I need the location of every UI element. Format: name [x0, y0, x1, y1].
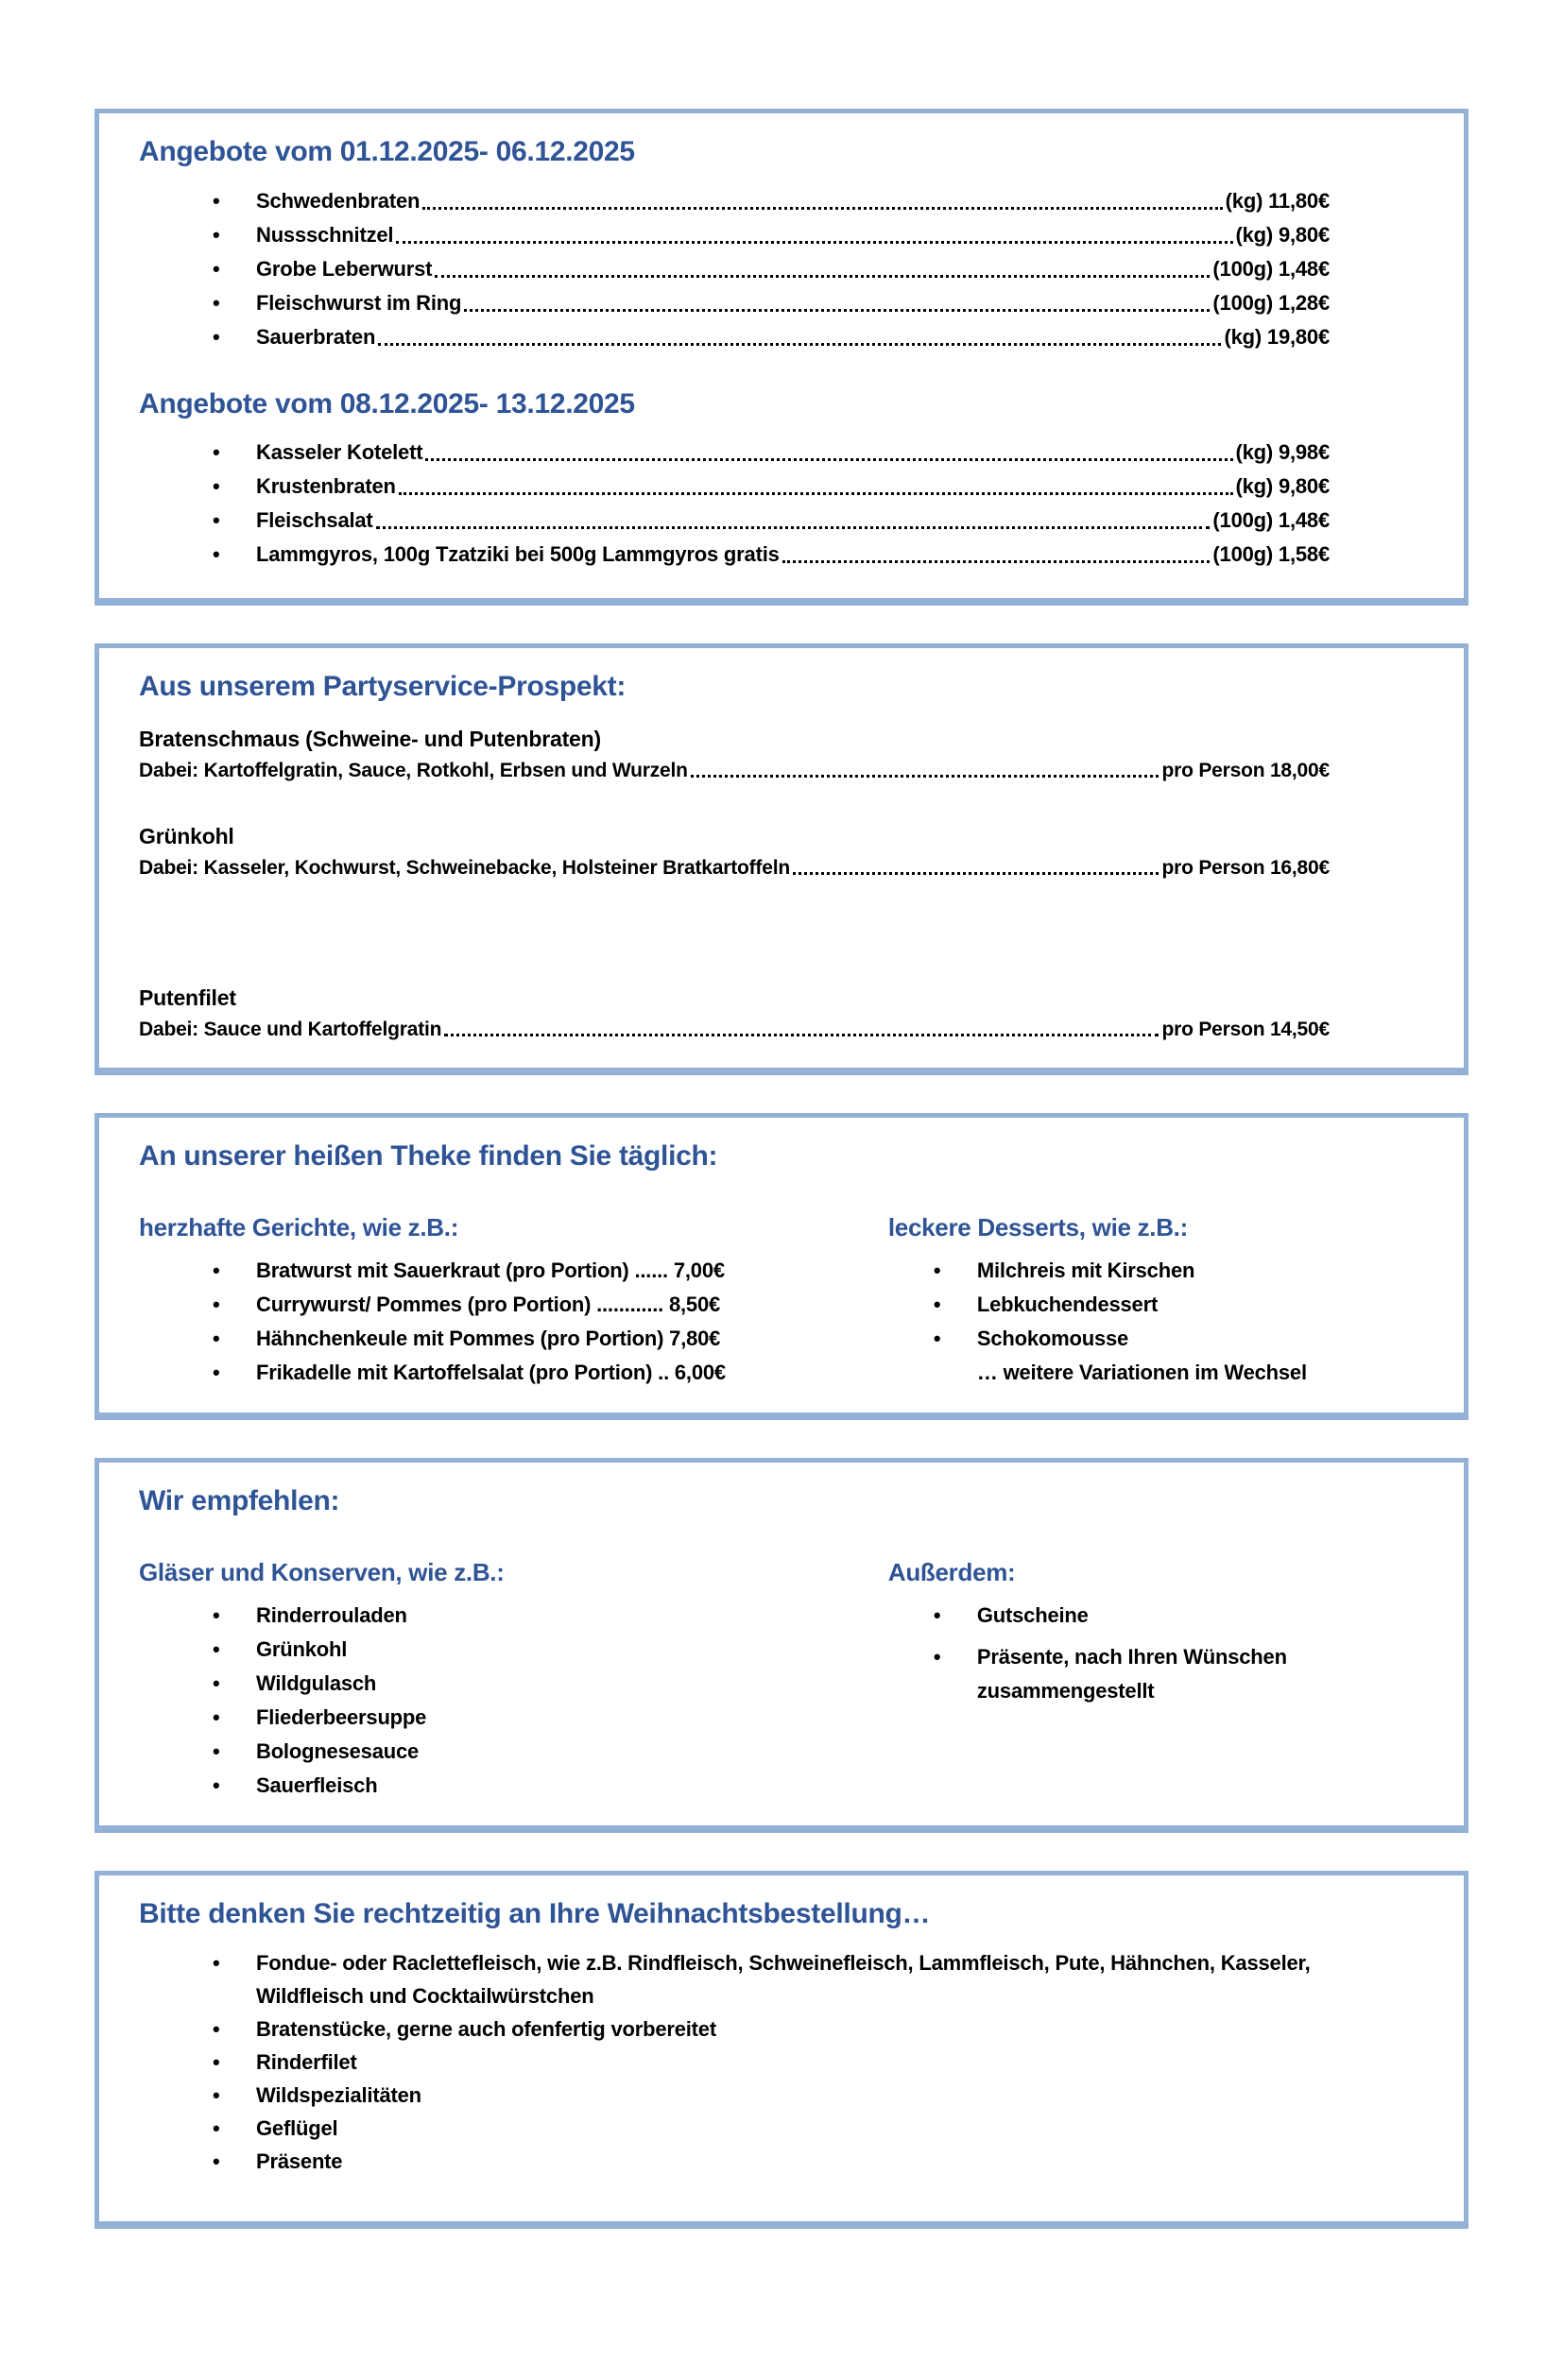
offer-item: [213, 320, 1330, 354]
menu-item: [213, 2145, 1415, 2178]
bullet-icon: •: [213, 2149, 220, 2173]
menu-item-label: Rinderfilet: [256, 2049, 357, 2074]
item-name: Fleischwurst im Ring: [256, 290, 462, 315]
bullet-icon: •: [933, 1258, 941, 1282]
menu-item-label: Fliederbeersuppe: [256, 1705, 427, 1730]
christmas-list: [139, 1946, 1424, 2199]
offer-item: [213, 252, 1330, 286]
menu-item-label: Milchreis mit Kirschen: [976, 1258, 1195, 1282]
offer-item: [213, 286, 1330, 320]
item-name: Nussschnitzel: [256, 222, 394, 247]
bullet-icon: •: [213, 222, 220, 247]
menu-item: [213, 1667, 888, 1701]
jars-subtitle: Gläser und Konserven, wie z.B.:: [139, 1558, 505, 1587]
item-price: (kg) 9,80€: [1235, 222, 1330, 247]
menu-item-label: Präsente, nach Ihren Wünschen zusammengestellt: [976, 1645, 1287, 1704]
menu-item: [213, 2112, 1415, 2145]
jars-column: [139, 1532, 888, 1803]
offers-week1-title: Angebote vom 01.12.2025- 06.12.2025: [139, 136, 635, 167]
party-entry-detail: Dabei: Sauce und Kartoffelgratin: [139, 1018, 442, 1040]
bullet-icon: •: [213, 1258, 220, 1282]
menu-item: [934, 1640, 1424, 1708]
menu-item-label: Geflügel: [256, 2115, 338, 2140]
item-price: (100g) 1,48€: [1212, 508, 1330, 532]
item-price: (100g) 1,48€: [1212, 256, 1330, 281]
menu-item-label: Grünkohl: [256, 1637, 348, 1662]
offers-week1-list: [139, 184, 1424, 354]
menu-item: [213, 1701, 888, 1735]
item-name: Lammgyros, 100g Tzatziki bei 500g Lammgyros gratis: [256, 542, 780, 566]
hot-counter-dishes-column: [139, 1188, 888, 1390]
menu-item-label: Currywurst/ Pommes (pro Portion) ............ 8,50€: [256, 1292, 721, 1316]
bullet-icon: •: [213, 324, 220, 349]
menu-item-label: Bolognesesauce: [256, 1739, 420, 1764]
bullet-icon: •: [213, 440, 220, 464]
menu-item: [934, 1288, 1424, 1322]
party-entry: [139, 723, 1424, 786]
bullet-icon: •: [213, 2115, 220, 2140]
bullet-icon: •: [213, 474, 220, 498]
extras-subtitle: Außerdem:: [887, 1558, 1016, 1587]
menu-item: [213, 2046, 1415, 2079]
party-entry-name: Grünkohl: [139, 823, 234, 848]
menu-item-label: Fondue- oder Raclettefleisch, wie z.B. Rindfleisch, Schweinefleisch, Lammfleisch, Pute, Hähnchen, Kasseler, Wildfleisch und Cocktailwürstchen: [256, 1950, 1311, 2008]
menu-item-label: Wildspezialitäten: [256, 2082, 421, 2107]
extras-column: [888, 1532, 1424, 1803]
partyservice-section: [94, 643, 1469, 1075]
dishes-list: [139, 1254, 888, 1390]
offer-item: [213, 538, 1330, 572]
menu-item-label: Bratenstücke, gerne auch ofenfertig vorbereitet: [256, 2016, 716, 2041]
bullet-icon: •: [213, 542, 220, 566]
menu-item: [213, 1769, 888, 1803]
christmas-title: Bitte denken Sie rechtzeitig an Ihre Weihnachtsbestellung…: [139, 1898, 931, 1930]
menu-item-label: Wildgulasch: [256, 1671, 377, 1696]
extras-list: [888, 1599, 1424, 1708]
offer-item: [213, 184, 1330, 218]
dotted-leader: [435, 275, 1210, 278]
menu-item: [213, 2012, 1415, 2046]
offer-item: [213, 436, 1330, 470]
partyservice-title: Aus unserem Partyservice-Prospekt:: [139, 671, 627, 702]
variations-note: … weitere Variationen im Wechsel: [976, 1360, 1307, 1384]
bullet-icon: •: [213, 1603, 220, 1628]
menu-item: [213, 2079, 1415, 2112]
party-entry-price: pro Person 18,00€: [1161, 759, 1330, 781]
menu-item-label: Rinderrouladen: [256, 1603, 407, 1628]
bullet-icon: •: [933, 1645, 941, 1669]
menu-item: [934, 1254, 1424, 1288]
dotted-leader: [464, 309, 1210, 312]
menu-item-label: Bratwurst mit Sauerkraut (pro Portion) ...... 7,00€: [256, 1258, 725, 1282]
menu-item: [213, 1322, 888, 1356]
item-price: (kg) 9,98€: [1235, 440, 1330, 464]
menu-item: [934, 1599, 1424, 1633]
menu-item-label: Frikadelle mit Kartoffelsalat (pro Portion) .. 6,00€: [256, 1360, 726, 1384]
bullet-icon: •: [213, 1292, 220, 1316]
desserts-subtitle: leckere Desserts, wie z.B.:: [887, 1213, 1188, 1241]
menu-item-label: Präsente: [256, 2149, 343, 2173]
offer-item: [213, 470, 1330, 504]
party-entry-detail: Dabei: Kartoffelgratin, Sauce, Rotkohl, Erbsen und Wurzeln: [139, 759, 688, 781]
bullet-icon: •: [213, 188, 220, 213]
party-entry: [139, 820, 1424, 883]
item-name: Schwedenbraten: [256, 188, 421, 213]
hot-counter-desserts-column: [888, 1188, 1424, 1390]
dotted-leader: [691, 775, 1159, 778]
menu-item: [213, 1254, 888, 1288]
bullet-icon: •: [213, 2016, 220, 2041]
bullet-icon: •: [213, 1671, 220, 1696]
party-entry-name: Putenfilet: [139, 985, 236, 1010]
party-entry-price: pro Person 16,80€: [1161, 856, 1330, 879]
dotted-leader: [422, 207, 1222, 210]
menu-item: [213, 1633, 888, 1667]
item-name: Sauerbraten: [256, 324, 376, 349]
item-price: (100g) 1,28€: [1212, 290, 1330, 315]
bullet-icon: •: [213, 1705, 220, 1730]
bullet-icon: •: [213, 2049, 220, 2074]
item-name: Krustenbraten: [256, 474, 396, 498]
bullet-icon: •: [213, 1739, 220, 1764]
desserts-list: [888, 1254, 1424, 1356]
party-entry-name: Bratenschmaus (Schweine- und Putenbraten): [139, 726, 601, 751]
bullet-icon: •: [213, 1326, 220, 1350]
menu-item: [934, 1322, 1424, 1356]
bullet-icon: •: [213, 256, 220, 281]
item-name: Grobe Leberwurst: [256, 256, 433, 281]
menu-item-label: Lebkuchendessert: [976, 1292, 1159, 1316]
bullet-icon: •: [213, 508, 220, 532]
item-name: Fleischsalat: [256, 508, 373, 532]
party-entry-detail: Dabei: Kasseler, Kochwurst, Schweinebacke, Holsteiner Bratkartoffeln: [139, 856, 790, 879]
bullet-icon: •: [213, 1773, 220, 1798]
dotted-leader: [444, 1034, 1159, 1036]
item-name: Kasseler Kotelett: [256, 440, 423, 464]
dotted-leader: [376, 526, 1211, 529]
bullet-icon: •: [213, 1360, 220, 1384]
recommendations-title: Wir empfehlen:: [139, 1484, 340, 1516]
recommendations-section: [94, 1458, 1469, 1833]
bullet-icon: •: [933, 1603, 941, 1628]
bullet-icon: •: [213, 1950, 220, 1975]
menu-item-label: Schokomousse: [976, 1326, 1129, 1350]
bullet-icon: •: [933, 1292, 941, 1316]
offer-item: [213, 504, 1330, 538]
dishes-subtitle: herzhafte Gerichte, wie z.B.:: [139, 1213, 459, 1241]
offers-week2-title: Angebote vom 08.12.2025- 13.12.2025: [139, 387, 635, 419]
party-entry: [139, 982, 1424, 1045]
offers-section: [94, 109, 1469, 606]
bullet-icon: •: [933, 1326, 941, 1350]
item-price: (kg) 9,80€: [1235, 474, 1330, 498]
menu-item-label: Gutscheine: [976, 1603, 1089, 1628]
dotted-leader: [396, 241, 1232, 244]
party-entry-price: pro Person 14,50€: [1161, 1018, 1330, 1040]
bullet-icon: •: [213, 290, 220, 315]
menu-item: [213, 1735, 888, 1769]
offer-item: [213, 218, 1330, 252]
menu-item-label: Hähnchenkeule mit Pommes (pro Portion) 7,80€: [256, 1326, 721, 1350]
menu-item: [213, 1356, 888, 1390]
bullet-icon: •: [213, 2082, 220, 2107]
hot-counter-section: [94, 1113, 1469, 1420]
dotted-leader: [399, 492, 1233, 495]
jars-list: [139, 1599, 888, 1803]
menu-item-label: Sauerfleisch: [256, 1773, 378, 1798]
dotted-leader: [793, 872, 1159, 875]
dotted-leader: [425, 458, 1232, 461]
dotted-leader: [378, 343, 1221, 346]
item-price: (100g) 1,58€: [1212, 542, 1330, 566]
item-price: (kg) 19,80€: [1224, 324, 1330, 349]
bullet-icon: •: [213, 1637, 220, 1662]
item-price: (kg) 11,80€: [1225, 188, 1330, 213]
dotted-leader: [782, 560, 1211, 563]
menu-item: [213, 1946, 1415, 2012]
menu-item: [213, 1288, 888, 1322]
christmas-section: [94, 1871, 1469, 2229]
offers-week2-list: [139, 436, 1424, 572]
menu-item: [213, 1599, 888, 1633]
hot-counter-title: An unserer heißen Theke finden Sie täglich:: [139, 1139, 718, 1172]
